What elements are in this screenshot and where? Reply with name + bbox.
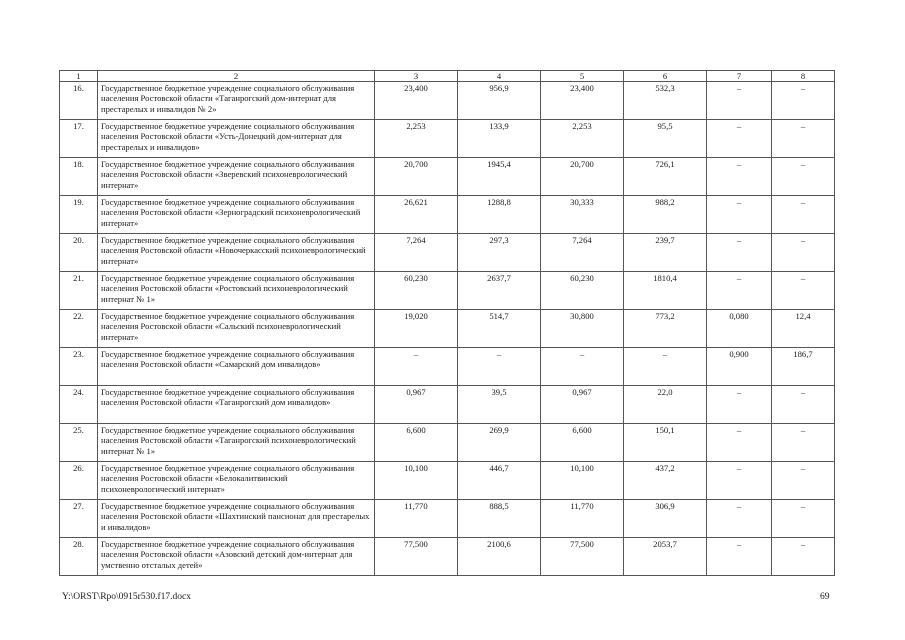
value-col-7: – <box>707 234 772 272</box>
value-col-4: 514,7 <box>458 310 541 348</box>
header-cell: 3 <box>375 71 458 82</box>
value-col-7: – <box>707 424 772 462</box>
value-col-5: 0,967 <box>541 386 624 424</box>
value-col-3: 11,770 <box>375 500 458 538</box>
value-col-5: 2,253 <box>541 120 624 158</box>
value-col-6: 726,1 <box>624 158 707 196</box>
value-col-5: 20,700 <box>541 158 624 196</box>
value-col-3: 77,500 <box>375 538 458 576</box>
institution-name: Государственное бюджетное учреждение социального обслуживания населения Ростовской области «Таганрогский психоневрологический интернат № 1» <box>98 424 375 462</box>
value-col-8: – <box>772 500 835 538</box>
header-cell: 8 <box>772 71 835 82</box>
value-col-8: – <box>772 158 835 196</box>
institution-name: Государственное бюджетное учреждение социального обслуживания населения Ростовской области «Усть-Донецкий дом-интернат для престарелых и инвалидов» <box>98 120 375 158</box>
row-number: 20. <box>60 234 98 272</box>
value-col-8: – <box>772 538 835 576</box>
row-number: 25. <box>60 424 98 462</box>
value-col-8: – <box>772 120 835 158</box>
value-col-5: 10,100 <box>541 462 624 500</box>
value-col-6: 95,5 <box>624 120 707 158</box>
institution-name: Государственное бюджетное учреждение социального обслуживания населения Ростовской области «Новочеркасский психоневрологический интернат» <box>98 234 375 272</box>
header-cell: 5 <box>541 71 624 82</box>
value-col-3: 7,264 <box>375 234 458 272</box>
table-row <box>60 82 835 120</box>
value-col-4: 1945,4 <box>458 158 541 196</box>
value-col-8: – <box>772 424 835 462</box>
value-col-6: 437,2 <box>624 462 707 500</box>
table-row <box>60 272 835 310</box>
value-col-6: 2053,7 <box>624 538 707 576</box>
header-cell: 7 <box>707 71 772 82</box>
value-col-3: 0,967 <box>375 386 458 424</box>
value-col-8: 12,4 <box>772 310 835 348</box>
row-number: 21. <box>60 272 98 310</box>
row-number: 28. <box>60 538 98 576</box>
value-col-6: 239,7 <box>624 234 707 272</box>
value-col-5: 11,770 <box>541 500 624 538</box>
footer-file-path: Y:\ORST\Rpo\0915r530.f17.docx <box>62 592 191 602</box>
institution-name: Государственное бюджетное учреждение социального обслуживания населения Ростовской области «Белокалитвинский психоневрологический интернат» <box>98 462 375 500</box>
value-col-6: – <box>624 348 707 386</box>
header-cell: 6 <box>624 71 707 82</box>
value-col-4: 1288,8 <box>458 196 541 234</box>
value-col-3: 60,230 <box>375 272 458 310</box>
value-col-6: 773,2 <box>624 310 707 348</box>
value-col-7: 0,080 <box>707 310 772 348</box>
row-number: 26. <box>60 462 98 500</box>
institution-name: Государственное бюджетное учреждение социального обслуживания населения Ростовской области «Сальский психоневрологический интернат» <box>98 310 375 348</box>
institution-name: Государственное бюджетное учреждение социального обслуживания населения Ростовской области «Самарский дом инвалидов» <box>98 348 375 386</box>
value-col-4: 39,5 <box>458 386 541 424</box>
value-col-4: 446,7 <box>458 462 541 500</box>
value-col-7: – <box>707 120 772 158</box>
table-row <box>60 158 835 196</box>
value-col-3: 20,700 <box>375 158 458 196</box>
value-col-6: 988,2 <box>624 196 707 234</box>
header-cell: 4 <box>458 71 541 82</box>
value-col-4: 269,9 <box>458 424 541 462</box>
value-col-4: – <box>458 348 541 386</box>
row-number: 19. <box>60 196 98 234</box>
row-number: 17. <box>60 120 98 158</box>
value-col-5: 30,800 <box>541 310 624 348</box>
header-cell: 2 <box>98 71 375 82</box>
value-col-5: 30,333 <box>541 196 624 234</box>
value-col-7: – <box>707 272 772 310</box>
table-row <box>60 348 835 386</box>
value-col-3: 6,600 <box>375 424 458 462</box>
value-col-5: 60,230 <box>541 272 624 310</box>
row-number: 24. <box>60 386 98 424</box>
institution-name: Государственное бюджетное учреждение социального обслуживания населения Ростовской области «Зерноградский психоневрологический интернат» <box>98 196 375 234</box>
value-col-8: – <box>772 462 835 500</box>
table-row <box>60 538 835 576</box>
institution-name: Государственное бюджетное учреждение социального обслуживания населения Ростовской области «Ростовский психоневрологический интернат № 1» <box>98 272 375 310</box>
value-col-3: 19,020 <box>375 310 458 348</box>
data-table <box>59 70 835 576</box>
institution-name: Государственное бюджетное учреждение социального обслуживания населения Ростовской области «Шахтинский пансионат для престарелых и инвалидов» <box>98 500 375 538</box>
row-number: 23. <box>60 348 98 386</box>
row-number: 22. <box>60 310 98 348</box>
value-col-6: 150,1 <box>624 424 707 462</box>
value-col-5: 77,500 <box>541 538 624 576</box>
table-row <box>60 234 835 272</box>
institution-name: Государственное бюджетное учреждение социального обслуживания населения Ростовской области «Азовский детский дом-интернат для умственно отсталых детей» <box>98 538 375 576</box>
value-col-7: – <box>707 538 772 576</box>
value-col-4: 297,3 <box>458 234 541 272</box>
table-row <box>60 424 835 462</box>
header-row <box>60 71 835 82</box>
value-col-5: 7,264 <box>541 234 624 272</box>
value-col-8: – <box>772 386 835 424</box>
footer-page-number: 69 <box>820 592 830 602</box>
value-col-4: 956,9 <box>458 82 541 120</box>
value-col-6: 1810,4 <box>624 272 707 310</box>
value-col-8: – <box>772 196 835 234</box>
row-number: 16. <box>60 82 98 120</box>
value-col-3: 10,100 <box>375 462 458 500</box>
table-row <box>60 310 835 348</box>
value-col-8: – <box>772 272 835 310</box>
header-cell: 1 <box>60 71 98 82</box>
value-col-6: 532,3 <box>624 82 707 120</box>
table-row <box>60 386 835 424</box>
value-col-7: – <box>707 500 772 538</box>
table-row <box>60 196 835 234</box>
value-col-7: – <box>707 196 772 234</box>
value-col-4: 133,9 <box>458 120 541 158</box>
value-col-8: 186,7 <box>772 348 835 386</box>
value-col-4: 2637,7 <box>458 272 541 310</box>
institution-name: Государственное бюджетное учреждение социального обслуживания населения Ростовской области «Таганрогский дом инвалидов» <box>98 386 375 424</box>
institution-name: Государственное бюджетное учреждение социального обслуживания населения Ростовской области «Зверевский психоневрологический интернат» <box>98 158 375 196</box>
value-col-6: 306,9 <box>624 500 707 538</box>
value-col-3: 23,400 <box>375 82 458 120</box>
value-col-4: 2100,6 <box>458 538 541 576</box>
value-col-8: – <box>772 82 835 120</box>
institution-name: Государственное бюджетное учреждение социального обслуживания населения Ростовской области «Таганрогский дом-интернат для престарелых и инвалидов № 2» <box>98 82 375 120</box>
table-row <box>60 120 835 158</box>
value-col-8: – <box>772 234 835 272</box>
value-col-5: 23,400 <box>541 82 624 120</box>
row-number: 18. <box>60 158 98 196</box>
value-col-3: – <box>375 348 458 386</box>
table-row <box>60 462 835 500</box>
value-col-7: – <box>707 462 772 500</box>
table-row <box>60 500 835 538</box>
value-col-7: 0,900 <box>707 348 772 386</box>
value-col-7: – <box>707 386 772 424</box>
value-col-7: – <box>707 82 772 120</box>
value-col-5: – <box>541 348 624 386</box>
row-number: 27. <box>60 500 98 538</box>
value-col-6: 22,0 <box>624 386 707 424</box>
value-col-5: 6,600 <box>541 424 624 462</box>
value-col-7: – <box>707 158 772 196</box>
value-col-4: 888,5 <box>458 500 541 538</box>
value-col-3: 2,253 <box>375 120 458 158</box>
value-col-3: 26,621 <box>375 196 458 234</box>
